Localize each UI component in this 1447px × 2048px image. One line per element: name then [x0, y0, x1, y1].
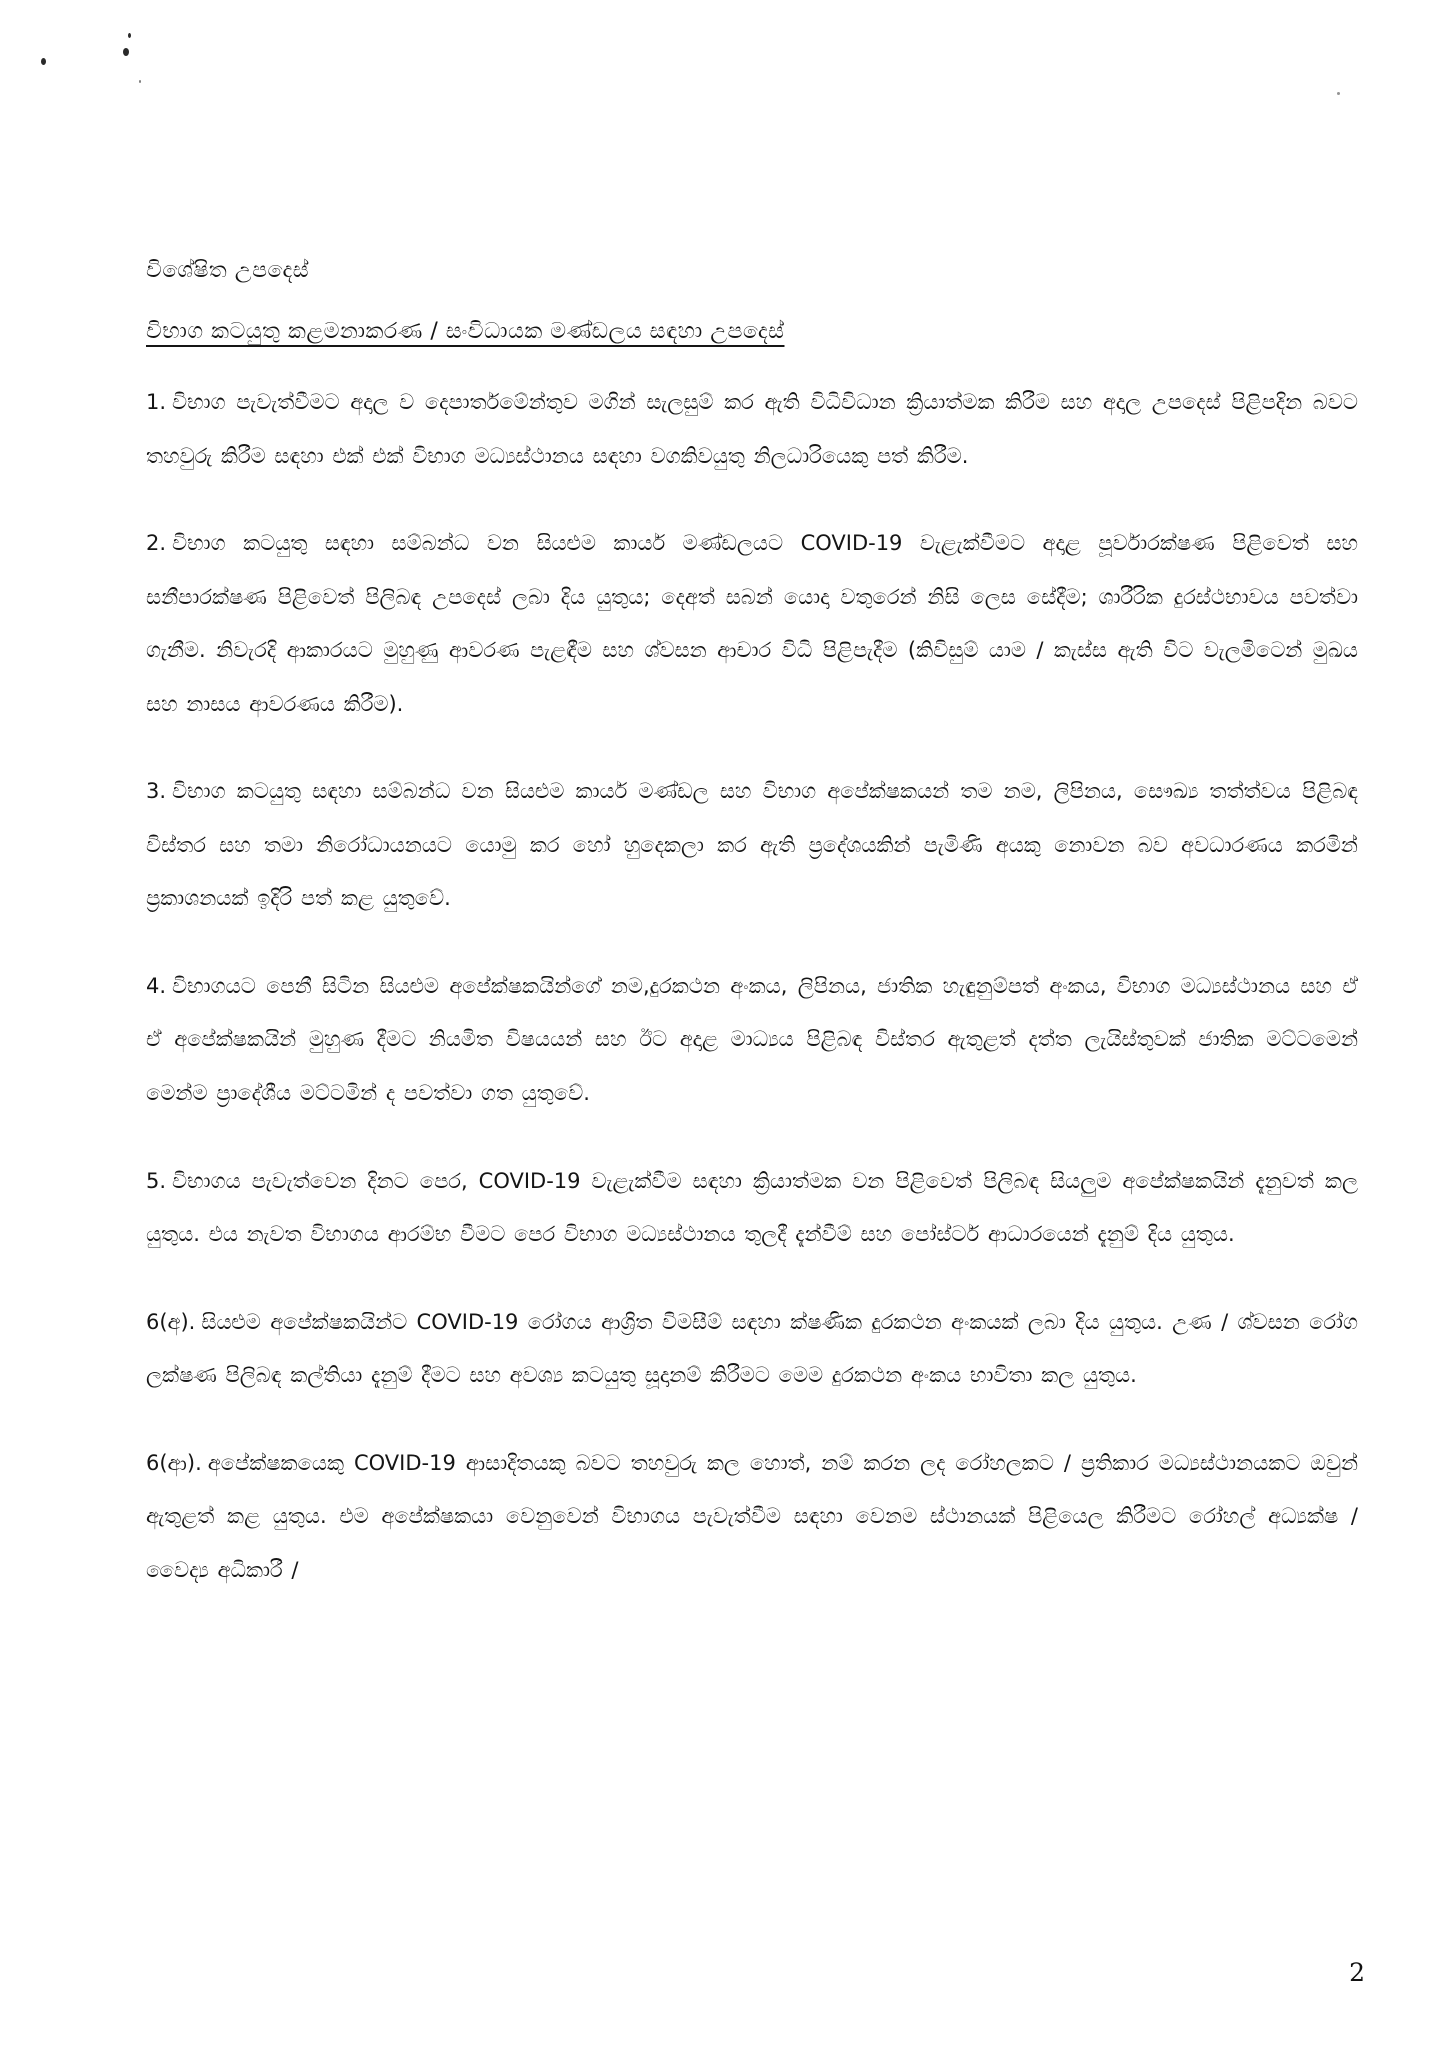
instruction-item-2 — [146, 517, 1358, 731]
item-text: විභාග කටයුතු සඳහා සම්බන්ධ වන සියළුම කාර්ය මණ්ඩල සහ විභාග අපේක්ෂකයන් තම නම, ලිපිනය, සෞඛ්‍ය තත්ත්වය පිළිබඳ විස්තර සහ තමා නිරෝධායනයට යොමු කර හෝ හුදෙකලා කර ඇති ප්‍රදේශයකින් පැමිණි අයකු නොවන බව අවධාරණය කරමින් ප්‍රකාශනයක් ඉදිරි පත් කළ යුතුවේ. — [146, 779, 1358, 911]
document-subtitle: විභාග කටයුතු කළමනාකරණ / සංවිධායක මණ්ඩලය සඳහා උපදෙස් — [146, 319, 785, 344]
document-title: විශේෂිත උපදෙස් — [146, 258, 310, 283]
item-number: 2. — [146, 531, 167, 556]
instruction-item-6b — [146, 1437, 1358, 1598]
item-text: අපේක්ෂකයෙකු COVID-19 ආසාදිතයකු බවට තහවුරු කල හොත්, නම් කරන ලද රෝහලකට / ප්‍රතිකාර මධ්‍යස්ථානයකට ඔවුන් ඇතුළත් කළ යුතුය. එම අපේක්ෂකයා වෙනුවෙන් විභාගය පැවැත්වීම සඳහා වෙනම ස්ථානයක් පිළියෙල කිරීමට රෝහල් අධ්‍යක්ෂ / වෛද්‍ය අධිකාරී / — [146, 1450, 1358, 1582]
document-body — [146, 258, 1358, 1631]
item-number: 1. — [146, 390, 167, 414]
item-number: 6(අ). — [146, 1309, 196, 1334]
item-text: විභාගය පැවැත්වෙන දිනට පෙර, COVID-19 වැළැක්වීම සඳහා ක්‍රියාත්මක වන පිළිවෙත් පිලිබඳ සියලුම අපේක්ෂකයින් දැනුවත් කල යුතුය. එය නැවත විභාගය ආරම්භ වීමට පෙර විභාග මධ්‍යස්ථානය තුලදී දැන්වීම් සහ පෝස්ටර් ආධාරයෙන් දැනුම් දිය යුතුය. — [146, 1168, 1358, 1247]
item-text: සියළුම අපේක්ෂකයින්ට COVID-19 රෝගය ආශ්‍රිත විමසීම් සඳහා ක්ෂණික දුරකථන අංකයක් ලබා දිය යුතුය. උණ / ශ්වසන රෝග ලක්ෂණ පිලිබඳ කල්තියා දැනුම් දීමට සහ අවශ්‍ය කටයුතු සූදානම් කිරීමට මෙම දුරකථන අංකය භාවිතා කල යුතුය. — [146, 1309, 1358, 1388]
item-number: 4. — [146, 973, 167, 998]
scan-speck — [41, 58, 46, 65]
instruction-item-3 — [146, 765, 1358, 926]
scan-speck — [123, 48, 129, 56]
item-text: විභාග කටයුතු සඳහා සම්බන්ධ වන සියළුම කාර්ය මණ්ඩලයට COVID-19 වැළැක්වීමට අදාළ පූර්වාරක්ෂණ පිළිවෙත් සහ සනීපාරක්ෂණ පිළිවෙත් පිලිබඳ උපදෙස් ලබා දිය යුතුය; දෙඅත් සබන් යොදා වතුරෙන් නිසි ලෙස සේදීම; ශාරීරික දුරස්ථභාවය පවත්වා ගැනීම. නිවැරදි ආකාරයට මුහුණු ආවරණ පැළඳීම සහ ශ්වසන ආචාර විධි පිළිපැදීම (කිවිසුම් යාම / කැස්ස ඇති විට වැලමිටෙන් මුඛය සහ නාසය ආවරණය කිරීම). — [146, 531, 1358, 716]
item-number: 3. — [146, 779, 167, 804]
item-text: විභාග පැවැත්වීමට අදාල ව දෙපාර්තමේන්තුව මගින් සැලසුම් කර ඇති විධිවිධාන ක්‍රියාත්මක කිරීම සහ අදාල උපදෙස් පිළිපදින බවට තහවුරු කිරීම සඳහා එක් එක් විභාග මධ්‍යස්ථානය සඳහා වගකිවයුතු නිලධාරියෙකු පත් කිරීම. — [146, 390, 1358, 468]
item-text: විභාගයට පෙනී සිටින සියළුම අපේක්ෂකයින්ගේ නම,දුරකථන අංකය, ලිපිනය, ජාතික හැඳුනුම්පත් අංකය, විභාග මධ්‍යස්ථානය සහ ඒ ඒ අපේක්ෂකයින් මුහුණ දීමට නියමිත විෂයයන් සහ ඊට අදාළ මාධ්‍යය පිළිබඳ විස්තර ඇතුළත් දත්ත ලැයිස්තුවක් ජාතික මට්ටමෙන් මෙන්ම ප්‍රාදේශීය මට්ටමින් ද පවත්වා ගත යුතුවේ. — [146, 973, 1358, 1106]
scan-speck — [139, 80, 141, 83]
scan-speck — [1337, 92, 1340, 95]
instruction-item-5 — [146, 1155, 1358, 1262]
instruction-item-1 — [146, 376, 1358, 483]
item-number: 6(ආ). — [146, 1450, 202, 1475]
item-number: 5. — [146, 1168, 167, 1193]
scan-speck — [128, 33, 131, 38]
instruction-item-6a — [146, 1296, 1358, 1403]
page-number: 2 — [1349, 1958, 1365, 1987]
instruction-item-4 — [146, 960, 1358, 1121]
